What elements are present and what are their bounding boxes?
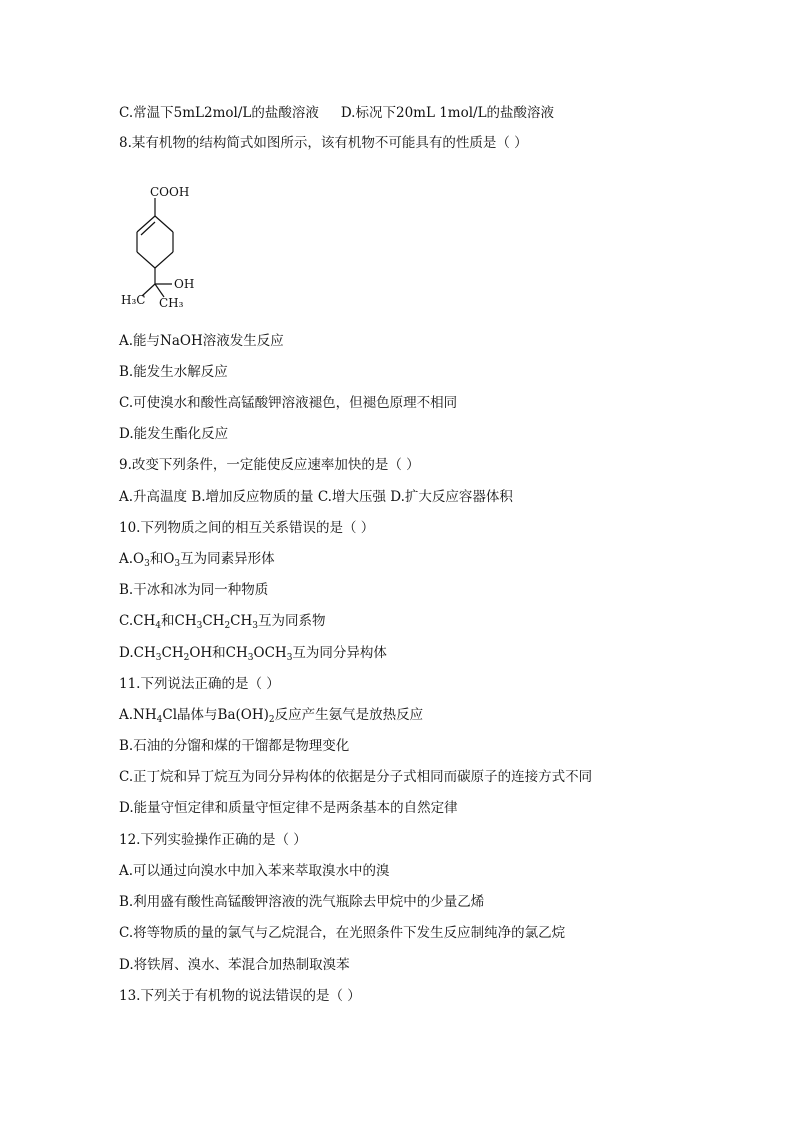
option-8b: B.能发生水解反应 bbox=[119, 364, 228, 380]
option-11c: C.正丁烷和异丁烷互为同分异构体的依据是分子式相同而碳原子的连接方式不同 bbox=[119, 769, 593, 785]
label-oh: OH bbox=[174, 277, 195, 291]
option-10c: $C.CH_4$和$CH_3CH_2CH_3$互为同系物 bbox=[119, 613, 326, 631]
option-12a: A.可以通过向溴水中加入苯来萃取溴水中的溴 bbox=[119, 863, 390, 879]
bond-ring-1 bbox=[155, 216, 173, 232]
question-8-stem: 8.某有机物的结构简式如图所示，该有机物不可能具有的性质是（ ） bbox=[119, 135, 528, 151]
double-bond-inner bbox=[141, 222, 155, 235]
option-10d: $D.CH_3CH_2OH$和$CH_3OCH_3$互为同分异构体 bbox=[119, 645, 387, 663]
option-10b: B.干冰和冰为同一种物质 bbox=[119, 582, 269, 598]
option-11a: $A.NH_4Cl$晶体与$Ba(OH)_2$反应产生氨气是放热反应 bbox=[119, 707, 424, 725]
question-9-stem: 9.改变下列条件，一定能使反应速率加快的是（ ） bbox=[119, 457, 420, 473]
bond-ring-4 bbox=[137, 252, 155, 268]
bond-ring-3 bbox=[155, 252, 173, 268]
option-8a: A.能与NaOH溶液发生反应 bbox=[119, 333, 284, 349]
option-8c: C.可使溴水和酸性高锰酸钾溶液褪色，但褪色原理不相同 bbox=[119, 395, 458, 411]
option-12d: D.将铁屑、溴水、苯混合加热制取溴苯 bbox=[119, 957, 350, 973]
structural-formula-diagram bbox=[118, 186, 208, 316]
label-ch3: CH₃ bbox=[159, 296, 184, 310]
label-cooh: COOH bbox=[150, 186, 190, 199]
question-7-options-cd bbox=[119, 103, 554, 123]
question-12-stem: 12.下列实验操作正确的是（ ） bbox=[119, 832, 307, 848]
option-11b: B.石油的分馏和煤的干馏都是物理变化 bbox=[119, 738, 350, 754]
question-9-options: A.升高温度 B.增加反应物质的量 C.增大压强 D.扩大反应容器体积 bbox=[119, 489, 513, 505]
option-8d: D.能发生酯化反应 bbox=[119, 426, 229, 442]
option-12c: C.将等物质的量的氯气与乙烷混合，在光照条件下发生反应制纯净的氯乙烷 bbox=[119, 925, 566, 941]
question-11-stem: 11.下列说法正确的是（ ） bbox=[119, 676, 280, 692]
question-10-stem: 10.下列物质之间的相互关系错误的是（ ） bbox=[119, 520, 375, 536]
option-11d: D.能量守恒定律和质量守恒定律不是两条基本的自然定律 bbox=[119, 800, 458, 816]
option-7d: D.标况下20mL 1mol/L的盐酸溶液 bbox=[340, 105, 555, 121]
option-10a: $A.O_3$和$O_3$互为同素异形体 bbox=[119, 551, 275, 569]
label-h3c: H₃C bbox=[121, 293, 146, 307]
option-12b: B.利用盛有酸性高锰酸钾溶液的洗气瓶除去甲烷中的少量乙烯 bbox=[119, 894, 485, 910]
option-7c: C.常温下5mL2mol/L的盐酸溶液 bbox=[119, 105, 319, 121]
question-13-stem: 13.下列关于有机物的说法错误的是（ ） bbox=[119, 988, 361, 1004]
